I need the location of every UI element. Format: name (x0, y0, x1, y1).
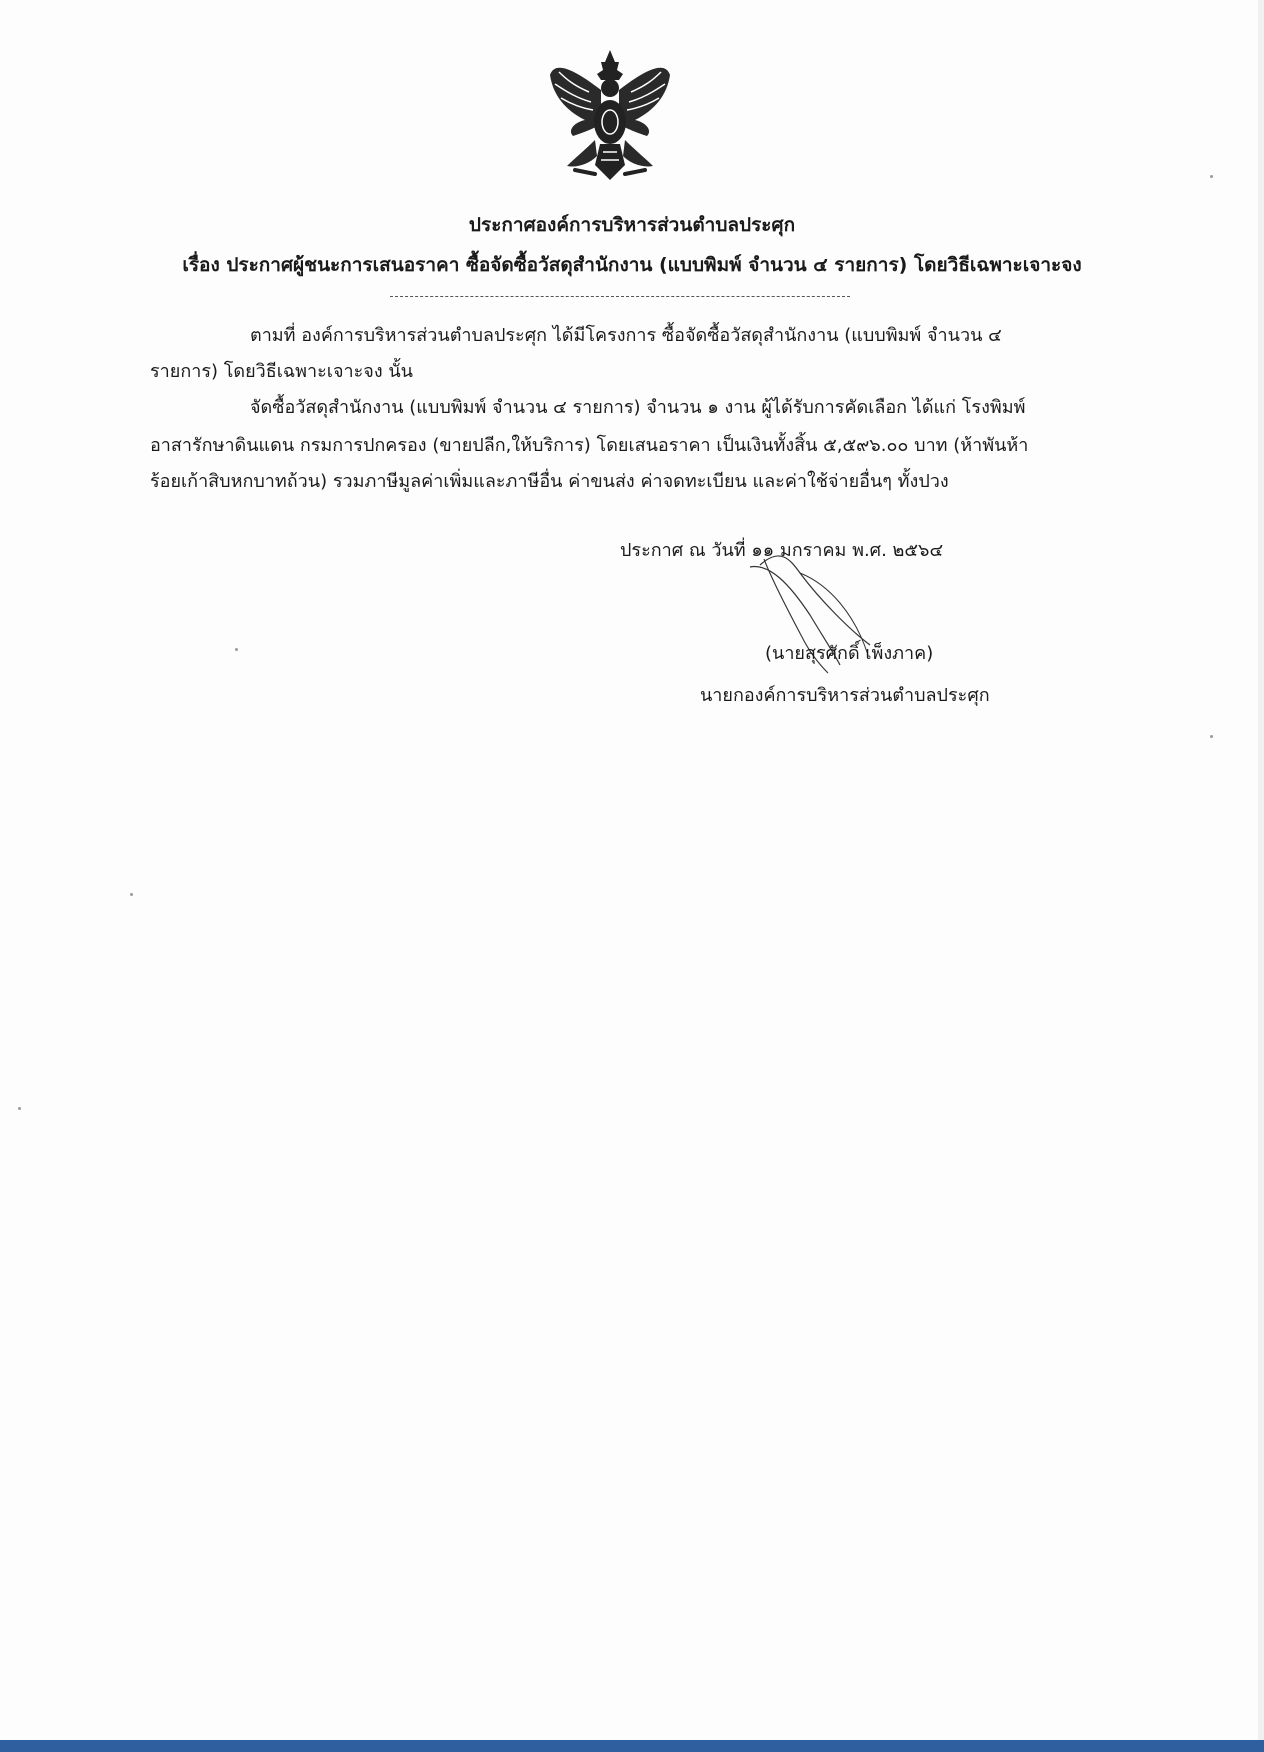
paragraph-2-line-2: อาสารักษาดินแดน กรมการปกครอง (ขายปลีก,ให้บริการ) โดยเสนอราคา เป็นเงินทั้งสิ้น ๕,๕๙๖.๐๐ บาท (ห้าพันห้า (150, 435, 1029, 456)
paragraph-1-line-1: ตามที่ องค์การบริหารส่วนตำบลประศุก ได้มีโครงการ ซื้อจัดซื้อวัสดุสำนักงาน (แบบพิมพ์ จำนวน ๔ (250, 325, 1002, 346)
signature-mark (740, 545, 900, 695)
signer-position: นายกองค์การบริหารส่วนตำบลประศุก (700, 685, 990, 706)
scan-bottom-edge (0, 1740, 1264, 1752)
header-divider (390, 296, 850, 297)
announcement-date: ประกาศ ณ วันที่ ๑๑ มกราคม พ.ศ. ๒๕๖๔ (620, 540, 944, 561)
paragraph-2-line-3: ร้อยเก้าสิบหกบาทถ้วน) รวมภาษีมูลค่าเพิ่มและภาษีอื่น ค่าขนส่ง ค่าจดทะเบียน และค่าใช้จ่ายอื่นๆ ทั้งปวง (150, 471, 949, 492)
scan-speck (18, 1107, 21, 1110)
paragraph-2-line-1: จัดซื้อวัสดุสำนักงาน (แบบพิมพ์ จำนวน ๔ รายการ) จำนวน ๑ งาน ผู้ได้รับการคัดเลือก ได้แก่ โรงพิมพ์ (250, 397, 1026, 418)
paragraph-1-line-2: รายการ) โดยวิธีเฉพาะเจาะจง นั้น (150, 361, 413, 382)
scan-speck (130, 893, 133, 896)
scan-speck (235, 648, 238, 651)
garuda-emblem-icon (545, 40, 675, 190)
scan-speck (1210, 735, 1213, 738)
signer-name: (นายสุรศักดิ์ เพ็งภาค) (765, 643, 934, 664)
scan-speck (1210, 175, 1213, 178)
announcement-title: ประกาศองค์การบริหารส่วนตำบลประศุก (468, 214, 796, 236)
announcement-subject: เรื่อง ประกาศผู้ชนะการเสนอราคา ซื้อจัดซื้อวัสดุสำนักงาน (แบบพิมพ์ จำนวน ๔ รายการ) โดยวิธีเฉพาะเจาะจง (182, 254, 1082, 276)
scan-right-edge (1258, 0, 1264, 1752)
